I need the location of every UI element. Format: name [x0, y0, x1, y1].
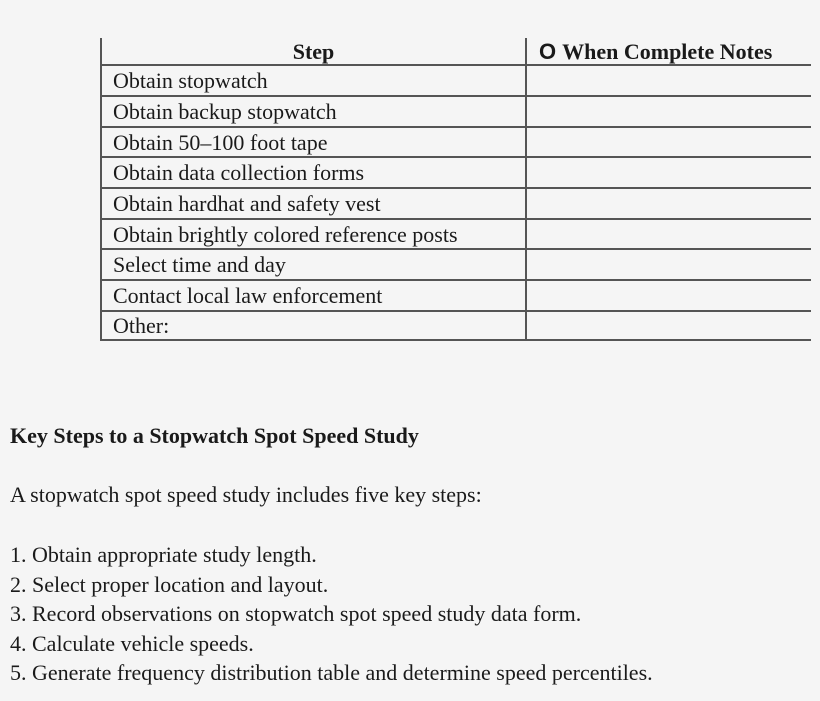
list-item: 4. Calculate vehicle speeds. — [10, 630, 254, 656]
notes-cell[interactable] — [528, 97, 811, 127]
notes-cell[interactable] — [528, 66, 811, 96]
table-row — [101, 189, 811, 219]
notes-cell[interactable] — [528, 220, 811, 250]
key-steps-list — [10, 540, 653, 688]
table-row — [101, 97, 811, 127]
step-cell: Contact local law enforcement — [113, 283, 383, 308]
notes-cell[interactable] — [528, 311, 811, 341]
checklist-table — [101, 38, 811, 342]
list-item: 5. Generate frequency distribution table and determine speed percentiles. — [10, 660, 653, 685]
section-intro: A stopwatch spot speed study includes five key steps: — [10, 482, 482, 507]
step-cell: Obtain backup stopwatch — [113, 99, 337, 124]
step-cell: Obtain data collection forms — [113, 160, 365, 185]
header-when-complete-label: When Complete Notes — [562, 39, 773, 64]
step-cell: Obtain brightly colored reference posts — [113, 222, 458, 247]
table-row — [101, 128, 811, 158]
step-cell: Obtain stopwatch — [113, 68, 268, 93]
step-cell: Select time and day — [113, 252, 286, 277]
section-heading: Key Steps to a Stopwatch Spot Speed Study — [10, 423, 419, 448]
notes-cell[interactable] — [528, 250, 811, 280]
table-row — [101, 220, 811, 250]
table-row — [101, 281, 811, 311]
header-when-complete-notes — [539, 38, 772, 65]
header-step: Step — [292, 39, 335, 64]
list-item: 3. Record observations on stopwatch spot speed study data form. — [10, 601, 582, 626]
table-row — [101, 66, 811, 96]
step-cell: Obtain hardhat and safety vest — [113, 191, 381, 216]
list-item: 2. Select proper location and layout. — [10, 571, 329, 597]
checkbox-circle-icon: O — [539, 39, 557, 64]
notes-cell[interactable] — [528, 128, 811, 158]
table-row — [101, 158, 811, 188]
step-cell: Other: — [113, 313, 170, 338]
table-bottom-border — [101, 339, 811, 341]
table-row — [101, 250, 811, 280]
notes-cell[interactable] — [528, 158, 811, 188]
table-row — [101, 311, 811, 341]
step-cell: Obtain 50–100 foot tape — [113, 130, 328, 155]
list-item: 1. Obtain appropriate study length. — [10, 542, 317, 567]
notes-cell[interactable] — [528, 189, 811, 219]
notes-cell[interactable] — [528, 281, 811, 311]
